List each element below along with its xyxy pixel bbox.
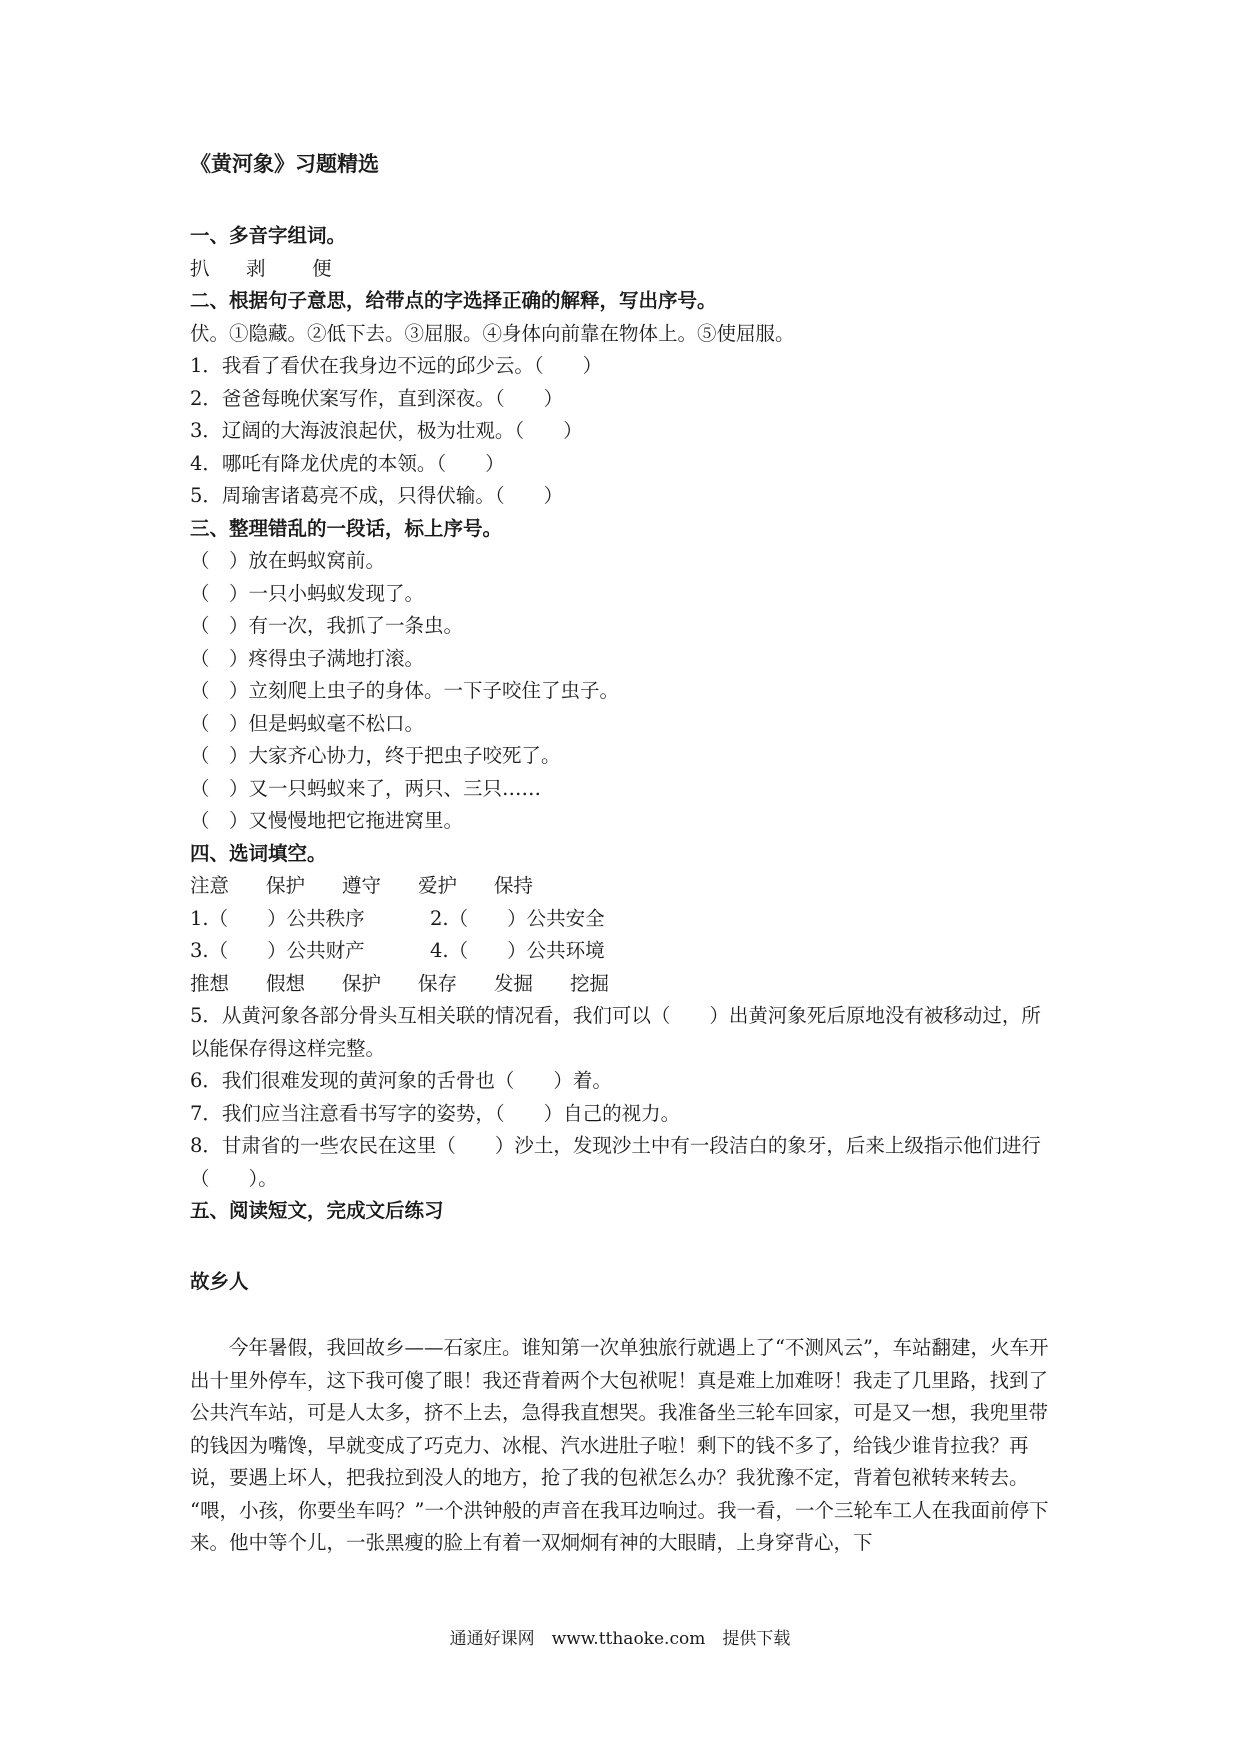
ordering-item: （ ）疼得虫子满地打滚。 [190, 646, 425, 670]
word-option: 保护 [342, 971, 382, 995]
word-option: 发掘 [494, 971, 534, 995]
story-paragraph: 今年暑假，我回故乡——石家庄。谁知第一次单独旅行就遇上了“不测风云”，车站翻建，火车开出十里外停车，这下我可傻了眼！我还背着两个大包袱呢！真是难上加难呀！我走了几里路，找到了公共汽车站，可是人太多，挤不上去，急得我直想哭。我准备坐三轮车回家，可是又一想，我兜里带的钱因为嘴馋，早就变成了巧克力、冰棍、汽水进肚子啦！剩下的钱不多了，给钱少谁肯拉我？再说，要遇上坏人，把我拉到没人的地方，抢了我的包袱怎么办？我犹豫不定，背着包袱转来转去。 [190, 1336, 1049, 1489]
ordering-item: （ ）一只小蚂蚁发现了。 [190, 581, 425, 605]
word-bank-2 [190, 968, 1058, 1001]
word-option: 爱护 [418, 874, 458, 897]
word-bank-1 [190, 870, 1058, 903]
page-footer: 通通好课网 www.tthaoke.com 提供下载 [449, 1629, 791, 1649]
blank-item: 1.（ ）公共秩序 [190, 906, 365, 930]
polyphone-char: 扒 [190, 256, 210, 280]
section-2-heading: 二、根据句子意思，给带点的字选择正确的解释，写出序号。 [190, 289, 717, 312]
word-option: 保存 [418, 971, 458, 995]
ordering-item: （ ）但是蚂蚁毫不松口。 [190, 711, 425, 735]
document-title: 《黄河象》习题精选 [190, 152, 379, 176]
ordering-item: （ ）放在蚂蚁窝前。 [190, 549, 386, 572]
word-option: 挖掘 [570, 971, 610, 995]
word-option: 保持 [494, 874, 534, 897]
word-option: 遵守 [342, 874, 382, 897]
word-option: 推想 [190, 971, 230, 995]
blank-row [190, 935, 1058, 968]
ordering-item: （ ）又一只蚂蚁来了，两只、三只…… [190, 776, 542, 800]
blank-item: 3.（ ）公共财产 [190, 939, 365, 962]
fill-sentence: 8．甘肃省的一些农民在这里（ ）沙土，发现沙土中有一段洁白的象牙，后来上级指示他们进行（ ）。 [190, 1134, 1041, 1190]
ordering-item: （ ）又慢慢地把它拖进窝里。 [190, 809, 464, 832]
story-title: 故乡人 [190, 1269, 249, 1293]
word-option: 假想 [266, 971, 306, 995]
ordering-item: （ ）有一次，我抓了一条虫。 [190, 614, 464, 637]
polyphone-char: 便 [312, 256, 332, 280]
word-option: 注意 [190, 874, 230, 897]
ordering-item: （ ）立刻爬上虫子的身体。一下子咬住了虫子。 [190, 679, 620, 702]
blank-item: 4.（ ）公共环境 [430, 939, 605, 962]
fill-sentence: 6．我们很难发现的黄河象的舌骨也（ ）着。 [190, 1069, 612, 1092]
question-item: 2．爸爸每晚伏案写作，直到深夜。（ ） [190, 386, 564, 410]
definition-options: 伏。①隐藏。②低下去。③屈服。④身体向前靠在物体上。⑤使屈服。 [190, 321, 795, 345]
polyphone-chars [190, 253, 1058, 286]
story-paragraph: “喂，小孩，你要坐车吗？”一个洪钟般的声音在我耳边响过。我一看，一个三轮车工人在我面前停下来。他中等个儿，一张黑瘦的脸上有着一双炯炯有神的大眼睛，上身穿背心，下 [190, 1498, 1049, 1554]
blank-row [190, 903, 1058, 936]
fill-sentence: 5．从黄河象各部分骨头互相关联的情况看，我们可以（ ）出黄河象死后原地没有被移动过，所以能保存得这样完整。 [190, 1004, 1041, 1060]
section-3-heading: 三、整理错乱的一段话，标上序号。 [190, 516, 503, 540]
ordering-item: （ ）大家齐心协力，终于把虫子咬死了。 [190, 744, 561, 767]
section-5-heading: 五、阅读短文，完成文后练习 [190, 1199, 444, 1222]
blank-item: 2.（ ）公共安全 [430, 906, 605, 930]
question-item: 3．辽阔的大海波浪起伏，极为壮观。（ ） [190, 419, 583, 442]
section-1-heading: 一、多音字组词。 [190, 224, 347, 247]
question-item: 1．我看了看伏在我身边不远的邱少云。（ ） [190, 354, 603, 377]
question-item: 5．周瑜害诸葛亮不成，只得伏输。（ ） [190, 484, 564, 507]
fill-sentence: 7．我们应当注意看书写字的姿势，（ ）自己的视力。 [190, 1101, 681, 1125]
word-option: 保护 [266, 874, 306, 897]
question-item: 4．哪吒有降龙伏虎的本领。（ ） [190, 451, 505, 475]
document-body [190, 148, 1058, 1560]
section-4-heading: 四、选词填空。 [190, 841, 327, 865]
polyphone-char: 剥 [246, 256, 266, 280]
